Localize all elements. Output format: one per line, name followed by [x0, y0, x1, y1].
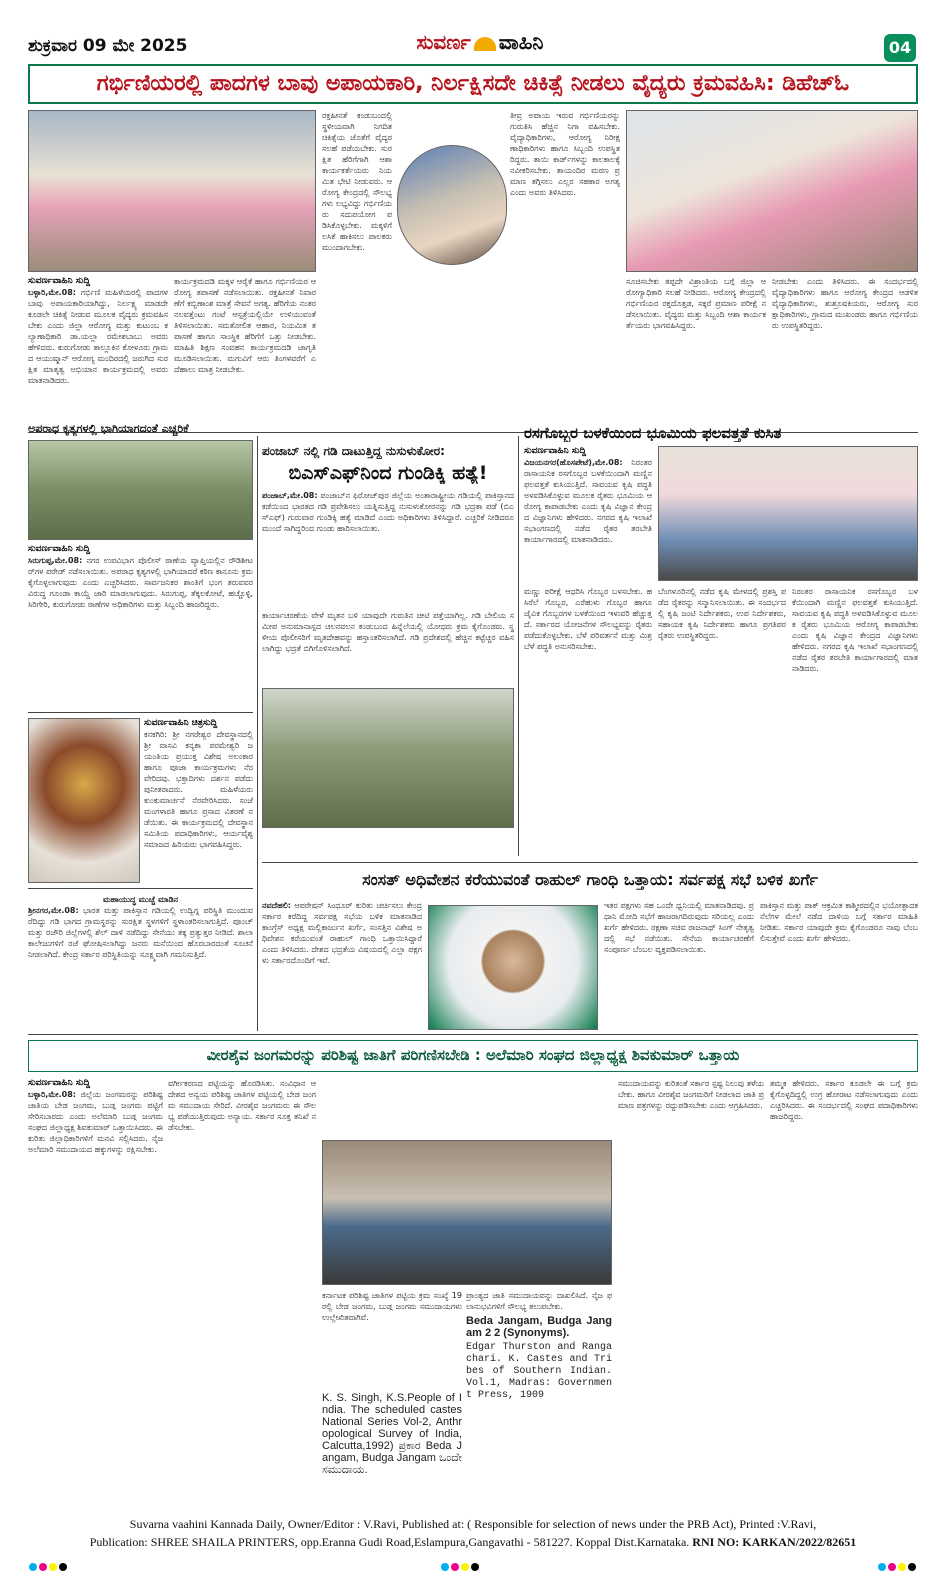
rahul-headline: ಸಂಸತ್ ಅಧಿವೇಶನ ಕರೆಯುವಂತೆ ರಾಹುಲ್ ಗಾಂಧಿ ಒತ್ತಾಯ: ಸರ್ವಪಕ್ಷ ಸಭೆ ಬಳಿಕ ಖರ್ಗೆ	[362, 870, 818, 889]
punjab-headline: ಬಿಎಸ್‌ಎಫ್‌ನಿಂದ ಗುಂಡಿಕ್ಕಿ ಹತ್ಯೆ!	[288, 462, 488, 484]
divider	[262, 862, 918, 863]
lead-col-3: ರಕ್ತಹೀನತೆ ಕಂಡುಬಂದಲ್ಲಿ ಸ್ಥಳೀಯವಾಗಿ ನಿಗದಿತ ಚಿಕಿತ್ಸೆಯ ಜೊತೆಗೆ ವೈದ್ಯರ ಸಲಹೆ ಪಡೆಯಬೇಕು. ಸುರಕ್ಷಿತ ಹೆರಿಗೆಗಾಗಿ ಆಶಾ ಕಾರ್ಯಕರ್ತೆಯರು ನಿಯಮಿತ ಭೇಟಿ ನೀಡುವರು. ಆರೋಗ್ಯ ಕೇಂದ್ರದಲ್ಲಿ ಸೌಲಭ್ಯಗಳು ಲಭ್ಯವಿದ್ದು ಗರ್ಭಿಣಿಯರು ಸದುಪಯೋಗ ಪಡಿಸಿಕೊಳ್ಳಬೇಕು. ಮಕ್ಕಳಿಗೆ ಲಸಿಕೆ ಹಾಕಿಸಲು ಪಾಲಕರು ಮುಂದಾಗಬೇಕು.	[322, 111, 392, 252]
lead-headline: ಗರ್ಭಿಣಿಯರಲ್ಲಿ ಪಾದಗಳ ಬಾವು ಅಪಾಯಕಾರಿ, ನಿರ್ಲಕ್ಷಿಸದೇ ಚಿಕಿತ್ಸೆ ನೀಡಲು ವೈದ್ಯರು ಕ್ರಮವಹಿಸಿ: ಡಿಹೆಚ್‌ಓ	[28, 64, 918, 104]
divider	[257, 436, 258, 1031]
divider	[28, 712, 253, 713]
divider	[28, 1034, 918, 1035]
veerashaiva-photo	[322, 1140, 612, 1285]
temple-body: ಸುವರ್ಣವಾಹಿನಿ ಚಿತ್ರಸುದ್ದಿ ಕನಕಗಿರಿ: ಶ್ರೀ ನಗರೇಶ್ವರ ದೇವಸ್ಥಾನದಲ್ಲಿ ಶ್ರೀ ವಾಸವಿ ಕನ್ಯಕಾ ಪರಮೇಶ್ವರಿ ಜಯಂತಿಯ ಪ್ರಯುಕ್ತ ವಿಶೇಷ ಅಲಂಕಾರ ಹಾಗೂ ಪೂಜಾ ಕಾರ್ಯಕ್ರಮಗಳು ನೆರವೇರಿದವು. ಭಕ್ತಾದಿಗಳು ದರ್ಶನ ಪಡೆದು ಪುನೀತರಾದರು. ಮಹಿಳೆಯರು ಕುಂಕುಮಾರ್ಚನೆ ನೆರವೇರಿಸಿದರು. ಸಂಜೆ ಮಂಗಳಾರತಿ ಹಾಗೂ ಪ್ರಸಾದ ವಿತರಣೆ ನಡೆಯಿತು. ಈ ಕಾರ್ಯಕ್ರಮದಲ್ಲಿ ದೇವಸ್ಥಾನ ಸಮಿತಿಯ ಪದಾಧಿಕಾರಿಗಳು, ಆರ್ಯವೈಶ್ಯ ಸಮಾಜದ ಹಿರಿಯರು ಭಾಗವಹಿಸಿದ್ದರು.	[144, 718, 253, 849]
lead-photo-group	[28, 110, 316, 272]
page-number: 04	[884, 34, 916, 62]
logo-left: ಸುವರ್ಣ	[416, 30, 471, 54]
sun-icon	[474, 37, 496, 51]
logo-right: ವಾಹಿನಿ	[498, 30, 544, 54]
divider	[518, 436, 519, 856]
lead-col-4: ತೀವ್ರ ಅಪಾಯ ಇರುವ ಗರ್ಭಿಣಿಯರನ್ನು ಗುರುತಿಸಿ ಹೆಚ್ಚಿನ ನಿಗಾ ವಹಿಸಬೇಕು. ವೈದ್ಯಾಧಿಕಾರಿಗಳು, ಆರೋಗ್ಯ ನಿರೀಕ್ಷಣಾಧಿಕಾರಿಗಳು ಹಾಗೂ ಸಿಬ್ಬಂದಿ ಉಪಸ್ಥಿತರಿದ್ದರು. ತಾಯಿ ಕಾರ್ಡ್‌ಗಳನ್ನು ಕಾಲಕಾಲಕ್ಕೆ ನವೀಕರಿಸಬೇಕು. ತಾಯಂದಿರ ಮರಣ ಪ್ರಮಾಣ ತಗ್ಗಿಸಲು ಎಲ್ಲರ ಸಹಕಾರ ಅಗತ್ಯ ಎಂದು ಅವರು ತಿಳಿಸಿದರು.	[510, 111, 620, 197]
alert-body: ಸುವರ್ಣವಾಹಿನಿ ಸುದ್ದಿ ಸಿರುಗುಪ್ಪ,ಮೇ.08: ನಗರ ಉಪವಿಭಾಗ ಪೊಲೀಸ್ ಠಾಣೆಯ ವ್ಯಾಪ್ತಿಯಲ್ಲಿನ ರೌಡಿಶೀಟರ್‌ಗಳ ಪರೇಡ್ ನಡೆಸಲಾಯಿತು. ಅಪರಾಧ ಕೃತ್ಯಗಳಲ್ಲಿ ಭಾಗಿಯಾದರೆ ಕಠಿಣ ಕಾನೂನು ಕ್ರಮ ಕೈಗೊಳ್ಳಲಾಗುವುದು ಎಂದು ಎಚ್ಚರಿಸಿದರು. ಸಾರ್ವಜನಿಕರ ಶಾಂತಿಗೆ ಭಂಗ ತರುವವರ ವಿರುದ್ಧ ಗೂಂಡಾ ಕಾಯ್ದೆ ಜಾರಿ ಮಾಡಲಾಗುವುದು. ಸಿರುಗುಪ್ಪ, ತೆಕ್ಕಲಕೋಟೆ, ಹಚ್ಚೊಳ್ಳಿ, ಸಿರಿಗೇರಿ, ಕುರುಗೋಡು ಠಾಣೆಗಳ ಅಧಿಕಾರಿಗಳು ಮತ್ತು ಸಿಬ್ಬಂದಿ ಹಾಜರಿದ್ದರು.	[28, 544, 253, 609]
lead-photo-checkup	[397, 145, 507, 265]
lead-col-2: ಕಾರ್ಯಕ್ರಮದಡಿ ಮಕ್ಕಳ ಆರೈಕೆ ಹಾಗೂ ಗರ್ಭಿಣಿಯರ ಆರೋಗ್ಯ ತಪಾಸಣೆ ನಡೆಸಲಾಯಿತು. ರಕ್ತಹೀನತೆ ನಿವಾರಣೆಗೆ ಕಬ್ಬಿಣಾಂಶ ಮಾತ್ರೆ ಸೇವನೆ ಅಗತ್ಯ. ಹೆರಿಗೆಯ ನಂತರ ನಲವತ್ತೆಂಟು ಗಂಟೆ ಆಸ್ಪತ್ರೆಯಲ್ಲಿಯೇ ಉಳಿಯುವಂತೆ ತಿಳಿಸಲಾಯಿತು. ಸಮತೋಲಿತ ಆಹಾರ, ನಿಯಮಿತ ತಪಾಸಣೆ ಹಾಗೂ ಸಾಂಸ್ಥಿಕ ಹೆರಿಗೆಗೆ ಒತ್ತು ನೀಡಬೇಕು. ಮಾಹಿತಿ ಶಿಕ್ಷಣ ಸಂವಹನ ಕಾರ್ಯಕ್ರಮದಡಿ ಜಾಗೃತಿ ಮೂಡಿಸಲಾಯಿತು. ಮಗುವಿಗೆ ಆರು ತಿಂಗಳವರೆಗೆ ಎದೆಹಾಲು ಮಾತ್ರ ನೀಡಬೇಕು.	[174, 277, 316, 374]
punjab-photo	[262, 688, 514, 828]
alert-photo	[28, 440, 253, 540]
rahul-body-3: ಪಾಕಿಸ್ತಾನ ಮತ್ತು ಪಾಕ್ ಆಕ್ರಮಿತ ಕಾಶ್ಮೀರದಲ್ಲಿನ ಭಯೋತ್ಪಾದಕ ನೆಲೆಗಳ ಮೇಲೆ ನಡೆದ ದಾಳಿಯ ಬಗ್ಗೆ ಸರ್ಕಾರ ಮಾಹಿತಿ ನೀಡಿತು. ಸರ್ಕಾರ ಯಾವುದೇ ಕ್ರಮ ಕೈಗೊಂಡರೂ ನಾವು ಬೆಂಬಲಿಸುತ್ತೇವೆ ಎಂದು ಖರ್ಗೆ ಹೇಳಿದರು.	[760, 901, 918, 943]
issue-date: ಶುಕ್ರವಾರ 09 ಮೇ 2025	[28, 36, 188, 56]
veerashaiva-caption: ಕರ್ನಾಟಕ ಪರಿಶಿಷ್ಟ ಜಾತಿಗಳ ಪಟ್ಟಿಯ ಕ್ರಮ ಸಂಖ್ಯೆ 19ರಲ್ಲಿ ಬೇಡ ಜಂಗಮ, ಬುಡ್ಗ ಜಂಗಮ ಸಮುದಾಯಗಳು ಉಲ್ಲೇಖಿತವಾಗಿವೆ.	[322, 1291, 462, 1322]
kharge-photo	[428, 905, 598, 1030]
fertilizer-photo	[658, 446, 918, 581]
lead-col-5: ಸೂಚಿಸಬೇಕು ತಪ್ಪದೇ ವಿಶ್ರಾಂತಿಯ ಬಗ್ಗೆ ಜಿಲ್ಲಾ ಆರೋಗ್ಯಾಧಿಕಾರಿ ಸಲಹೆ ನೀಡಿದರು. ಆರೋಗ್ಯ ಕೇಂದ್ರದಲ್ಲಿ ಗರ್ಭಿಣಿಯರ ರಕ್ತದೊತ್ತಡ, ಸಕ್ಕರೆ ಪ್ರಮಾಣ ಪರೀಕ್ಷೆ ನಡೆಸಲಾಯಿತು. ವೈದ್ಯರು ಮತ್ತು ಸಿಬ್ಬಂದಿ ಆಶಾ ಕಾರ್ಯಕರ್ತೆಯರು ಭಾಗವಹಿಸಿದ್ದರು.	[626, 277, 766, 330]
veerashaiva-body-2: ವರ್ಗೀಕರಣದ ಪಟ್ಟಿಯನ್ನು ಹೊರಡಿಸಿತು. ಸಂವಿಧಾನ ಆದೇಶದ ಅನ್ವಯ ಪರಿಶಿಷ್ಟ ಜಾತಿಗಳ ಪಟ್ಟಿಯಲ್ಲಿ ಬೇಡ ಜಂಗಮ ಸಮುದಾಯ ಸೇರಿದೆ. ವೀರಶೈವ ಜಂಗಮರು ಈ ಸೌಲಭ್ಯ ಪಡೆಯುತ್ತಿರುವುದು ಅನ್ಯಾಯ. ಸರ್ಕಾರ ಸೂಕ್ತ ತನಿಖೆ ನಡೆಸಬೇಕು.	[168, 1079, 316, 1132]
alert-headline: ಅಪರಾಧ ಕೃತ್ಯಗಳಲ್ಲಿ ಭಾಗಿಯಾಗದಂತೆ ಎಚ್ಚರಿಕೆ	[28, 422, 189, 435]
divider	[28, 888, 253, 889]
fertilizer-body-2-text: ಮಣ್ಣು ಪರೀಕ್ಷೆ ಆಧರಿಸಿ ಗೊಬ್ಬರ ಬಳಸಬೇಕು. ಹಸಿರೆಲೆ ಗೊಬ್ಬರ, ಎರೆಹುಳು ಗೊಬ್ಬರ ಹಾಗೂ ಜೈವಿಕ ಗೊಬ್ಬರಗಳ ಬಳಕೆಯಿಂದ ಇಳುವರಿ ಹೆಚ್ಚುತ್ತದೆ. ಸರ್ಕಾರದ ಯೋಜನೆಗಳ ಸೌಲಭ್ಯವನ್ನು ರೈತರು ಪಡೆದುಕೊಳ್ಳಬೇಕು. ಬೆಳೆ ಪರಿವರ್ತನೆ ಮತ್ತು ಮಿಶ್ರ ಬೆಳೆ ಪದ್ಧತಿ ಅನುಸರಿಸಬೇಕು.	[524, 587, 652, 651]
punjab-body-2: ಕಾರ್ಯಾಚರಣೆಯ ವೇಳೆ ಮೃತನ ಬಳಿ ಯಾವುದೇ ಗುರುತಿನ ಚೀಟಿ ಪತ್ತೆಯಾಗಿಲ್ಲ. ಗಡಿ ಬೇಲಿಯ ಸಮೀಪ ಅನುಮಾನಾಸ್ಪದ ಚಲನವಲನ ಕಂಡುಬಂದ ಹಿನ್ನೆಲೆಯಲ್ಲಿ ಯೋಧರು ಕ್ರಮ ಕೈಗೊಂಡರು. ಸ್ಥಳೀಯ ಪೊಲೀಸರಿಗೆ ಮೃತದೇಹವನ್ನು ಹಸ್ತಾಂತರಿಸಲಾಗಿದೆ. ಗಡಿ ಪ್ರದೇಶದಲ್ಲಿ ಹೆಚ್ಚಿನ ಕಟ್ಟೆಚ್ಚರ ವಹಿಸಲಾಗಿದ್ದು ಭದ್ರತೆ ಬಿಗಿಗೊಳಿಸಲಾಗಿದೆ.	[262, 611, 514, 653]
veerashaiva-body-5: ತಮ್ಮಕ ಹೇಳಿದರು. ಸರ್ಕಾರ ಕೂಡಲೇ ಈ ಬಗ್ಗೆ ಕ್ರಮ ಕೈಗೊಳ್ಳದಿದ್ದಲ್ಲಿ ಉಗ್ರ ಹೋರಾಟ ನಡೆಸಲಾಗುವುದು ಎಂದು ಎಚ್ಚರಿಸಿದರು. ಈ ಸಂದರ್ಭದಲ್ಲಿ ಸಂಘದ ಪದಾಧಿಕಾರಿಗಳು ಹಾಜರಿದ್ದರು.	[770, 1079, 918, 1121]
veerashaiva-body-1: ಸುವರ್ಣವಾಹಿನಿ ಸುದ್ದಿ ಬಳ್ಳಾರಿ,ಮೇ.08: ಜಿಲ್ಲೆಯ ಜಂಗಮರನ್ನು ಪರಿಶಿಷ್ಟ ಜಾತಿಯ ಬೇಡ ಜಂಗಮ, ಬುಡ್ಗ ಜಂಗಮ ಪಟ್ಟಿಗೆ ಸೇರಿಸಬಾರದು ಎಂದು ಅಲೆಮಾರಿ ಬುಡ್ಗ ಜಂಗಮ ಸಂಘದ ಜಿಲ್ಲಾಧ್ಯಕ್ಷ ಶಿವಕುಮಾರ್ ಒತ್ತಾಯಿಸಿದರು. ಈ ಕುರಿತು ಜಿಲ್ಲಾಧಿಕಾರಿಗಳಿಗೆ ಮನವಿ ಸಲ್ಲಿಸಿದರು. ನೈಜ ಅಲೆಮಾರಿ ಸಮುದಾಯದ ಹಕ್ಕುಗಳನ್ನು ರಕ್ಷಿಸಬೇಕು.	[28, 1078, 163, 1154]
veerashaiva-english-2: K. S. Singh, K.S.People of India. The scheduled castes National Series Vol-2, Anthropological Survey of India, Calcutta,1992) ಪ್ರಕಾರ Beda Jangam, Budga Jangam ಒಂದೇ ಸಮುದಾಯ.	[322, 1392, 462, 1476]
print-registration-marks	[0, 1556, 945, 1566]
temple-photo	[28, 718, 140, 883]
border-story: ಮಹಾಯುದ್ಧ ಮುಚ್ಚೆ ಮಾಡಿನ ಶ್ರೀನಗರ,ಮೇ.08: ಭಾರತ ಮತ್ತು ಪಾಕಿಸ್ತಾನ ಗಡಿಯಲ್ಲಿ ಉದ್ವಿಗ್ನ ಪರಿಸ್ಥಿತಿ ಮುಂದುವರೆದಿದ್ದು ಗಡಿ ಭಾಗದ ಗ್ರಾಮಸ್ಥರನ್ನು ಸುರಕ್ಷಿತ ಸ್ಥಳಗಳಿಗೆ ಸ್ಥಳಾಂತರಿಸಲಾಗುತ್ತಿದೆ. ಪೂಂಚ್ ಮತ್ತು ರಜೌರಿ ಜಿಲ್ಲೆಗಳಲ್ಲಿ ಶೆಲ್ ದಾಳಿ ನಡೆದಿದ್ದು ಸೇನೆಯು ತಕ್ಕ ಪ್ರತ್ಯುತ್ತರ ನೀಡಿದೆ. ಶಾಲಾ ಕಾಲೇಜುಗಳಿಗೆ ರಜೆ ಘೋಷಿಸಲಾಗಿದ್ದು ಜನರು ಮನೆಯಿಂದ ಹೊರಬಾರದಂತೆ ಸೂಚನೆ ನೀಡಲಾಗಿದೆ. ಕೇಂದ್ರ ಸರ್ಕಾರ ಪರಿಸ್ಥಿತಿಯನ್ನು ಸೂಕ್ಷ್ಮವಾಗಿ ಗಮನಿಸುತ್ತಿದೆ.	[28, 895, 253, 959]
rahul-body-1: ನವದೆಹಲಿ: ಆಪರೇಷನ್ ಸಿಂಧೂರ್ ಕುರಿತು ಚರ್ಚಿಸಲು ಕೇಂದ್ರ ಸರ್ಕಾರ ಕರೆದಿದ್ದ ಸರ್ವಪಕ್ಷ ಸಭೆಯ ಬಳಿಕ ಮಾತನಾಡಿದ ಕಾಂಗ್ರೆಸ್ ಅಧ್ಯಕ್ಷ ಮಲ್ಲಿಕಾರ್ಜುನ ಖರ್ಗೆ, ಸಂಸತ್ತಿನ ವಿಶೇಷ ಅಧಿವೇಶನ ಕರೆಯುವಂತೆ ರಾಹುಲ್ ಗಾಂಧಿ ಒತ್ತಾಯಿಸಿದ್ದಾರೆ ಎಂದು ತಿಳಿಸಿದರು. ದೇಶದ ಭದ್ರತೆಯ ವಿಷಯದಲ್ಲಿ ಎಲ್ಲಾ ಪಕ್ಷಗಳು ಸರ್ಕಾರದೊಂದಿಗೆ ಇವೆ.	[262, 901, 422, 965]
imprint-footer: Suvarna vaahini Kannada Daily, Owner/Editor : V.Ravi, Published at: ( Responsible for selection of news under the PRB Act), Printed :V.Ravi, Publication: SHREE SHAILA PRINTERS, opp.Eranna Gudi Road,Eslampura,Gangavathi - 581227. Koppal Dist.Karnataka. RNI NO: KARKAN/2022/82651	[89, 1517, 857, 1549]
fertilizer-body-4: ನಿರಂತರ ರಾಸಾಯನಿಕ ರಸಗೊಬ್ಬರ ಬಳಕೆಯಿಂದಾಗಿ ಮಣ್ಣಿನ ಫಲವತ್ತತೆ ಕುಸಿಯುತ್ತಿದೆ. ಸಾವಯವ ಕೃಷಿ ಪದ್ಧತಿ ಅಳವಡಿಸಿಕೊಳ್ಳುವ ಮೂಲಕ ರೈತರು ಭೂಮಿಯ ಆರೋಗ್ಯ ಕಾಪಾಡಬೇಕು ಎಂದು ಕೃಷಿ ವಿಜ್ಞಾನ ಕೇಂದ್ರದ ವಿಜ್ಞಾನಿಗಳು ಹೇಳಿದರು. ನಗರದ ಕೃಷಿ ಇಲಾಖೆ ಸಭಾಂಗಣದಲ್ಲಿ ನಡೆದ ರೈತರ ತರಬೇತಿ ಕಾರ್ಯಾಗಾರದಲ್ಲಿ ಮಾತನಾಡಿದರು.	[792, 587, 918, 673]
fertilizer-headline: ರಸಗೊಬ್ಬರ ಬಳಕೆಯಿಂದ ಭೂಮಿಯ ಫಲವತ್ತತೆ ಕುಸಿತ	[524, 424, 782, 442]
lead-photo-clinic	[626, 110, 918, 272]
veerashaiva-body-4: ಸಮುದಾಯವನ್ನು ಕುರಿತಂತೆ ಸರ್ಕಾರ ಸ್ಪಷ್ಟ ನಿಲುವು ತಳೆಯಬೇಕು. ಹಾಗೂ ವೀರಶೈವ ಜಂಗಮರಿಗೆ ನೀಡಲಾದ ಜಾತಿ ಪ್ರಮಾಣ ಪತ್ರಗಳನ್ನು ರದ್ದುಪಡಿಸಬೇಕು ಎಂದು ಆಗ್ರಹಿಸಿದರು.	[618, 1079, 764, 1110]
fertilizer-body-3: ಬೆಂಗಳೂರಿನಲ್ಲಿ ನಡೆದ ಕೃಷಿ ಮೇಳದಲ್ಲಿ ಪ್ರಶಸ್ತಿ ಪಡೆದ ರೈತರನ್ನು ಸನ್ಮಾನಿಸಲಾಯಿತು. ಈ ಸಂದರ್ಭದಲ್ಲಿ ಕೃಷಿ ಜಂಟಿ ನಿರ್ದೇಶಕರು, ಉಪ ನಿರ್ದೇಶಕರು, ಸಹಾಯಕ ಕೃಷಿ ನಿರ್ದೇಶಕರು ಹಾಗೂ ಪ್ರಗತಿಪರ ರೈತರು ಉಪಸ್ಥಿತರಿದ್ದರು.	[658, 587, 786, 640]
rahul-body-2: ಇತರ ಪಕ್ಷಗಳು ಸಹ ಒಂದೇ ಧ್ವನಿಯಲ್ಲಿ ಮಾತನಾಡಿದವು. ಪ್ರಧಾನಿ ಮೋದಿ ಸಭೆಗೆ ಹಾಜರಾಗದಿರುವುದು ಸರಿಯಲ್ಲ ಎಂದು ಖರ್ಗೆ ಹೇಳಿದರು. ರಕ್ಷಣಾ ಸಚಿವ ರಾಜನಾಥ್ ಸಿಂಗ್ ನೇತೃತ್ವದಲ್ಲಿ ಸಭೆ ನಡೆಯಿತು. ಸೇನೆಯ ಕಾರ್ಯಾಚರಣೆಗೆ ಸಂಪೂರ್ಣ ಬೆಂಬಲ ವ್ಯಕ್ತಪಡಿಸಲಾಯಿತು.	[604, 901, 754, 954]
lead-col-1: ಸುವರ್ಣವಾಹಿನಿ ಸುದ್ದಿ ಬಳ್ಳಾರಿ,ಮೇ.08: ಗರ್ಭಿಣಿ ಮಹಿಳೆಯರಲ್ಲಿ ಪಾದಗಳ ಬಾವು ಅಪಾಯಕಾರಿಯಾಗಿದ್ದು, ನಿರ್ಲಕ್ಷ್ಯ ಮಾಡದೇ ಕೂಡಲೇ ಚಿಕಿತ್ಸೆ ನೀಡುವ ಮೂಲಕ ವೈದ್ಯರು ಕ್ರಮವಹಿಸಬೇಕು ಎಂದು ಜಿಲ್ಲಾ ಆರೋಗ್ಯ ಮತ್ತು ಕುಟುಂಬ ಕಲ್ಯಾಣಾಧಿಕಾರಿ ಡಾ.ಯಲ್ಲಾ ರಮೇಶಬಾಬು ಅವರು ಹೇಳಿದರು. ಕುರುಗೋಡು ತಾಲ್ಲೂಕಿನ ಕೋಳೂರು ಗ್ರಾಮದ ಆಯುಷ್ಮಾನ್ ಆರೋಗ್ಯ ಮಂದಿರದಲ್ಲಿ ಜರುಗಿದ ಸುರಕ್ಷಿತ ಮಾತೃತ್ವ ಅಭಿಯಾನ ಕಾರ್ಯಕ್ರಮದಲ್ಲಿ ಅವರು ಮಾತನಾಡಿದರು.	[28, 276, 168, 385]
veerashaiva-headline: ವೀರಶೈವ ಜಂಗಮರನ್ನು ಪರಿಶಿಷ್ಟ ಜಾತಿಗೆ ಪರಿಗಣಿಸಬೇಡಿ : ಅಲೆಮಾರಿ ಸಂಘದ ಜಿಲ್ಲಾಧ್ಯಕ್ಷ ಶಿವಕುಮಾರ್ ಒತ್ತಾಯ	[28, 1040, 918, 1072]
lead-col-6: ನೀಡಬೇಕು ಎಂದು ತಿಳಿಸಿದರು. ಈ ಸಂದರ್ಭದಲ್ಲಿ ವೈದ್ಯಾಧಿಕಾರಿಗಳು ಹಾಗೂ ಆರೋಗ್ಯ ಕೇಂದ್ರದ ಆಡಳಿತ ವೈದ್ಯಾಧಿಕಾರಿಗಳು, ಶುಶ್ರೂಷಕಿಯರು, ಆರೋಗ್ಯ ಸುರಕ್ಷಾಧಿಕಾರಿಗಳು, ಗ್ರಾಮದ ಮುಖಂಡರು ಹಾಗೂ ಗರ್ಭಿಣಿಯರು ಉಪಸ್ಥಿತರಿದ್ದರು.	[772, 277, 918, 330]
fertilizer-body-1: ಸುವರ್ಣವಾಹಿನಿ ಸುದ್ದಿ ವಿಜಯನಗರ(ಹೊಸಪೇಟೆ),ಮೇ.08: ನಿರಂತರ ರಾಸಾಯನಿಕ ರಸಗೊಬ್ಬರ ಬಳಕೆಯಿಂದಾಗಿ ಮಣ್ಣಿನ ಫಲವತ್ತತೆ ಕುಸಿಯುತ್ತಿದೆ. ಸಾವಯವ ಕೃಷಿ ಪದ್ಧತಿ ಅಳವಡಿಸಿಕೊಳ್ಳುವ ಮೂಲಕ ರೈತರು ಭೂಮಿಯ ಆರೋಗ್ಯ ಕಾಪಾಡಬೇಕು ಎಂದು ಕೃಷಿ ವಿಜ್ಞಾನ ಕೇಂದ್ರದ ವಿಜ್ಞಾನಿಗಳು ಹೇಳಿದರು. ನಗರದ ಕೃಷಿ ಇಲಾಖೆ ಸಭಾಂಗಣದಲ್ಲಿ ನಡೆದ ರೈತರ ತರಬೇತಿ ಕಾರ್ಯಾಗಾರದಲ್ಲಿ ಮಾತನಾಡಿದರು.	[524, 446, 652, 544]
veerashaiva-body-3: ಪ್ರಾಂತ್ಯದ ಜಾತಿ ಸಮುದಾಯವನ್ನು ದಾಖಲಿಸಿದೆ. ನೈಜ ಫಲಾನುಭವಿಗಳಿಗೆ ಸೌಲಭ್ಯ ತಲುಪಬೇಕು. Beda Jangam, Budga Jangam 2 2 (Synonyms). Edgar Thurston and Rangachari. K. Castes and Tribes of Southern Indian. Vol.1, Madras: Government Press, 1909	[466, 1291, 612, 1401]
punjab-body-1: ಪಂಜಾಬ್,ಮೇ.08: ಪಂಜಾಬ್‌ನ ಫಿರೋಜ್‌ಪುರ ಜಿಲ್ಲೆಯ ಅಂತಾರಾಷ್ಟ್ರೀಯ ಗಡಿಯಲ್ಲಿ ಪಾಕಿಸ್ತಾನದ ಕಡೆಯಿಂದ ಭಾರತದ ಗಡಿ ಪ್ರವೇಶಿಸಲು ಯತ್ನಿಸುತ್ತಿದ್ದ ನುಸುಳುಕೋರನನ್ನು ಗಡಿ ಭದ್ರತಾ ಪಡೆ (ಬಿಎಸ್‌ಎಫ್) ಗುರುವಾರ ಗುಂಡಿಕ್ಕಿ ಹತ್ಯೆ ಮಾಡಿದೆ ಎಂದು ಅಧಿಕಾರಿಗಳು ತಿಳಿಸಿದ್ದಾರೆ. ಎಚ್ಚರಿಕೆ ನೀಡಿದರೂ ಮುಂದೆ ಸಾಗಿದ್ದರಿಂದ ಗುಂಡು ಹಾರಿಸಲಾಯಿತು.	[262, 491, 514, 533]
newspaper-logo	[400, 30, 560, 60]
punjab-kicker: ಪಂಜಾಬ್ ನಲ್ಲಿ ಗಡಿ ದಾಟುತ್ತಿದ್ದ ನುಸುಳುಕೋರ:	[262, 444, 445, 458]
